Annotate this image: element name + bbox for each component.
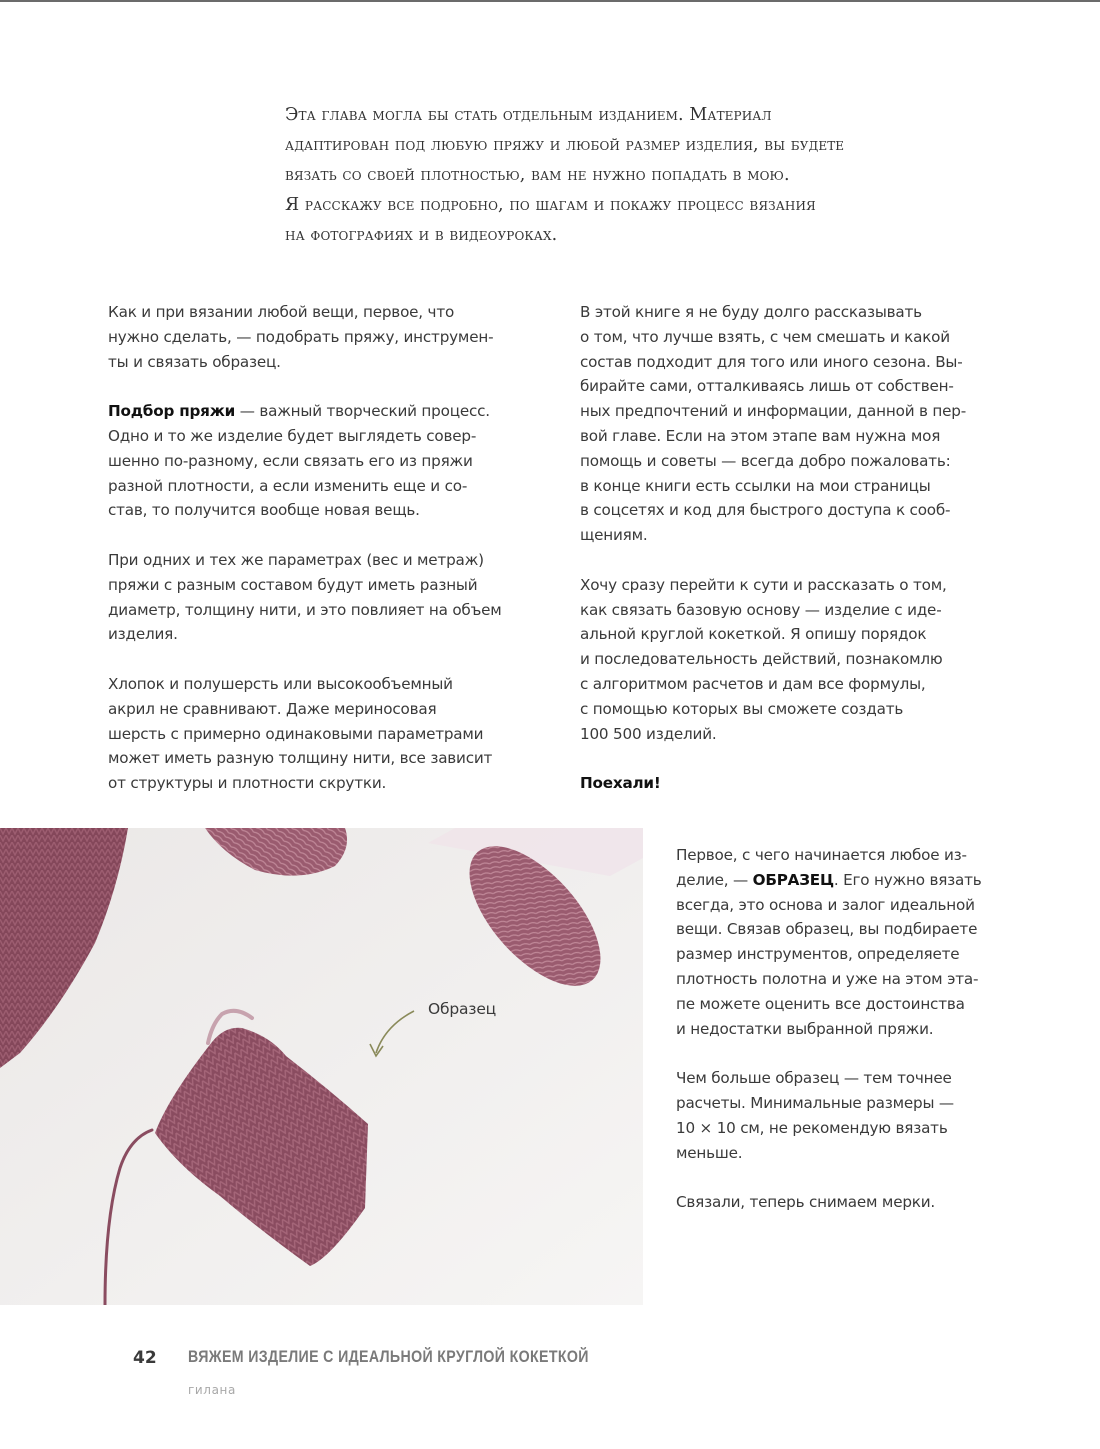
- text-line: может иметь разную толщину нити, все зависит: [108, 749, 493, 768]
- paragraph-swatch-size: [676, 1066, 1046, 1165]
- brand-mark: гилана: [188, 1383, 236, 1397]
- text-line: пе можете оценить все достоинства: [676, 994, 965, 1013]
- text-line: от структуры и плотности скрутки.: [108, 774, 387, 793]
- text-line: В этой книге я не буду долго рассказывать: [580, 303, 922, 321]
- text-line: Хлопок и полушерсть или высокообъемный: [108, 674, 453, 693]
- text-line: вещи. Связав образец, вы подбираете: [676, 920, 978, 939]
- text-line: щениям.: [580, 526, 648, 545]
- text-line: став, то получится вообще новая вещь.: [108, 501, 420, 520]
- text-line: При одних и тех же параметрах (вес и метраж): [108, 550, 484, 569]
- paragraph-base-garment: [580, 573, 1040, 747]
- side-column: [676, 843, 1046, 1215]
- intro-line: Я расскажу все подробно, по шагам и покажу процесс вязания: [285, 195, 816, 215]
- right-column: [580, 300, 1040, 796]
- chapter-intro: [285, 100, 1015, 250]
- text-line: Хочу сразу перейти к сути и рассказать о том,: [580, 575, 947, 594]
- paragraph-intro: [108, 300, 558, 374]
- text-fragment: делие, —: [676, 870, 753, 889]
- text-line: с алгоритмом расчетов и дам все формулы,: [580, 674, 926, 693]
- text-line: Как и при вязании любой вещи, первое, что: [108, 303, 455, 321]
- paragraph-yarn-selection: [108, 399, 558, 523]
- swatch-photo: [0, 828, 643, 1305]
- lets-go-heading: Поехали!: [580, 774, 661, 793]
- text-line: размер инструментов, определяете: [676, 945, 960, 964]
- text-line: меньше.: [676, 1143, 743, 1162]
- swatch-illustration: [0, 828, 643, 1305]
- intro-line: Эта глава могла бы стать отдельным изданием. Материал: [285, 105, 772, 125]
- text-line: вой главе. Если на этом этапе вам нужна моя: [580, 426, 941, 445]
- intro-line: вязать со своей плотностью, вам не нужно попадать в мою.: [285, 165, 790, 185]
- text-line: в конце книги есть ссылки на мои страницы: [580, 476, 931, 495]
- text-line: всегда, это основа и залог идеальной: [676, 895, 975, 914]
- text-line: Чем больше образец — тем точнее: [676, 1069, 952, 1088]
- yarn-selection-heading: Подбор пряжи: [108, 402, 236, 421]
- paragraph-parameters: [108, 548, 558, 647]
- left-column: [108, 300, 558, 796]
- swatch-term: ОБРАЗЕЦ: [752, 870, 834, 889]
- text-line: нужно сделать, — подобрать пряжу, инструмен-: [108, 327, 494, 346]
- paragraph-book-approach: [580, 300, 1040, 548]
- text-line: бирайте сами, отталкиваясь лишь от собствен-: [580, 377, 954, 396]
- text-line: состав подходит для того или иного сезона. Вы-: [580, 352, 963, 371]
- text-line: плотность полотна и уже на этом эта-: [676, 969, 979, 988]
- intro-line: адаптирован под любую пряжу и любой размер изделия, вы будете: [285, 135, 845, 155]
- text-line: и недостатки выбранной пряжи.: [676, 1019, 934, 1038]
- paragraph-next-step: Связали, теперь снимаем мерки.: [676, 1193, 936, 1212]
- text-fragment: . Его нужно вязать: [833, 870, 982, 889]
- text-line: пряжи с разным составом будут иметь разный: [108, 575, 478, 594]
- text-line: расчеты. Минимальные размеры —: [676, 1093, 954, 1112]
- text-line: шенно по-разному, если связать его из пряжи: [108, 451, 473, 470]
- paragraph-fibers: [108, 672, 558, 796]
- text-line: ты и связать образец.: [108, 352, 281, 371]
- text-line: ных предпочтений и информации, данной в пер-: [580, 402, 966, 421]
- text-line: с помощью которых вы сможете создать: [580, 699, 904, 718]
- swatch-caption: Образец: [428, 1000, 497, 1018]
- text-line: в соцсетях и код для быстрого доступа к сооб-: [580, 501, 951, 520]
- page-number: 42: [133, 1348, 157, 1368]
- text-line: Одно и то же изделие будет выглядеть совер-: [108, 426, 477, 445]
- text-line: 100 500 изделий.: [580, 724, 717, 743]
- text-line: и последовательность действий, познакомлю: [580, 650, 943, 669]
- text-line: помощь и советы — всегда добро пожаловать:: [580, 451, 951, 470]
- text-line: диаметр, толщину нити, и это повлияет на объем: [108, 600, 502, 619]
- intro-line: на фотографиях и в видеоуроках.: [285, 225, 558, 245]
- text-line: шерсть с примерно одинаковыми параметрами: [108, 724, 484, 743]
- chapter-running-title: ВЯЖЕМ ИЗДЕЛИЕ С ИДЕАЛЬНОЙ КРУГЛОЙ КОКЕТКОЙ: [188, 1348, 589, 1366]
- text-line: альной круглой кокеткой. Я опишу порядок: [580, 625, 927, 644]
- text-line: как связать базовую основу — изделие с иде-: [580, 600, 942, 619]
- text-line: Первое, с чего начинается любое из-: [676, 846, 967, 864]
- text-line: изделия.: [108, 625, 178, 644]
- text-line: 10 × 10 см, не рекомендую вязать: [676, 1118, 948, 1137]
- paragraph-swatch: [676, 843, 1046, 1041]
- text-line: о том, что лучше взять, с чем смешать и какой: [580, 327, 950, 346]
- top-rule: [0, 0, 1100, 2]
- text-line: — важный творческий процесс.: [235, 402, 490, 421]
- text-line: разной плотности, а если изменить еще и со-: [108, 476, 468, 495]
- text-line: акрил не сравнивают. Даже мериносовая: [108, 699, 437, 718]
